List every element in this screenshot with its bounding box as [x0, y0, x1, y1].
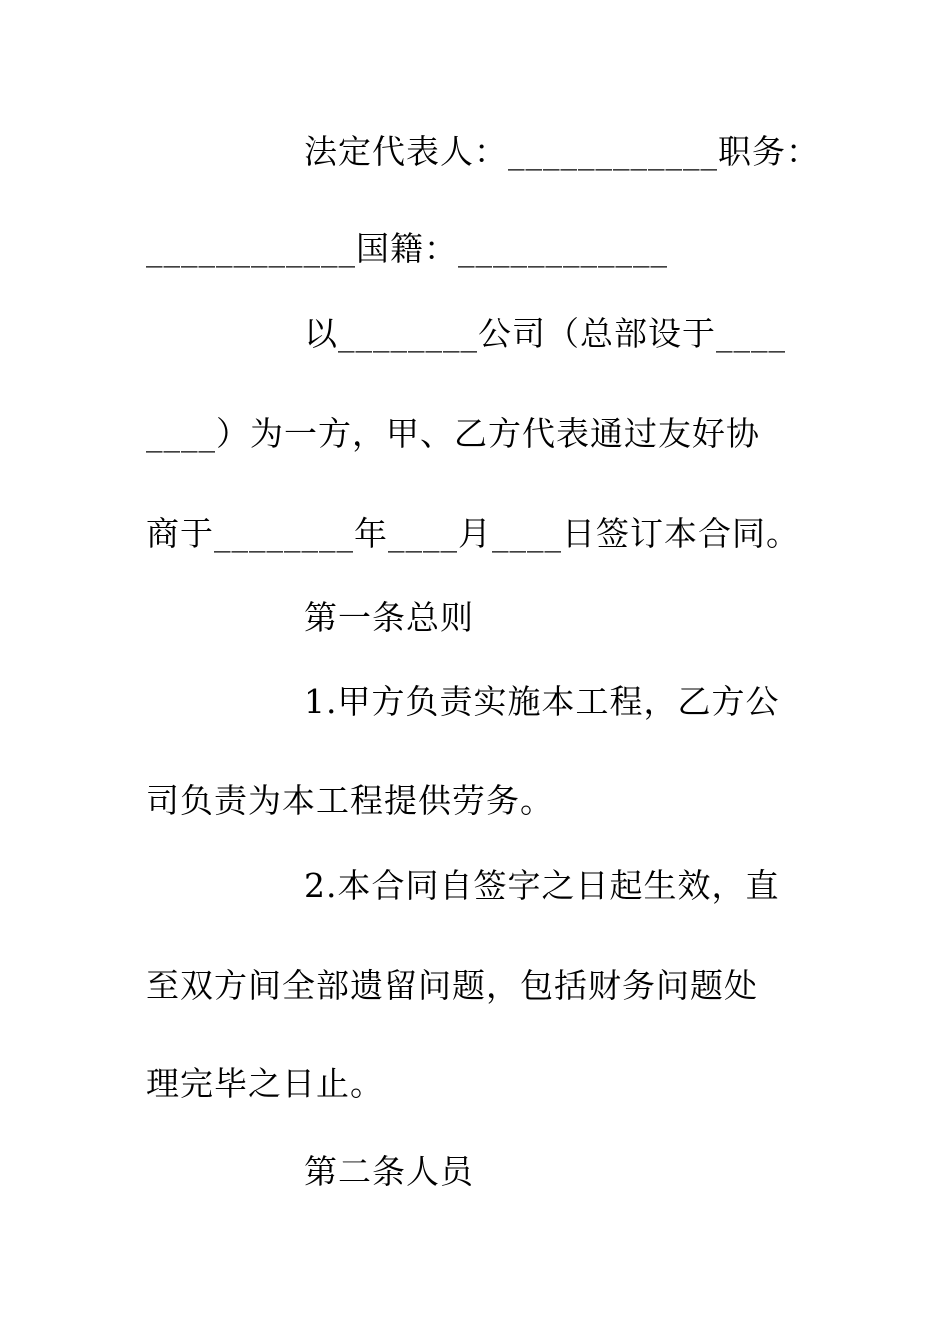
signing-date-line: 商于________年____月____日签订本合同。	[146, 514, 800, 553]
party-line-2: ____）为一方，甲、乙方代表通过友好协	[146, 414, 760, 453]
clause-2-line-1: 2.本合同自签字之日起生效，直	[304, 866, 780, 905]
representative-line: 法定代表人：____________职务：	[304, 132, 820, 171]
clause-1-line-1: 1.甲方负责实施本工程，乙方公	[304, 682, 780, 721]
nationality-line: ____________国籍：____________	[146, 229, 668, 268]
clause-1-line-2: 司负责为本工程提供劳务。	[146, 781, 554, 820]
section-heading-1: 第一条总则	[304, 598, 474, 637]
party-line-1: 以________公司（总部设于____	[304, 314, 786, 353]
clause-2-line-2: 至双方间全部遗留问题，包括财务问题处	[146, 966, 758, 1005]
section-heading-2: 第二条人员	[304, 1152, 474, 1191]
clause-2-line-3: 理完毕之日止。	[146, 1064, 384, 1103]
